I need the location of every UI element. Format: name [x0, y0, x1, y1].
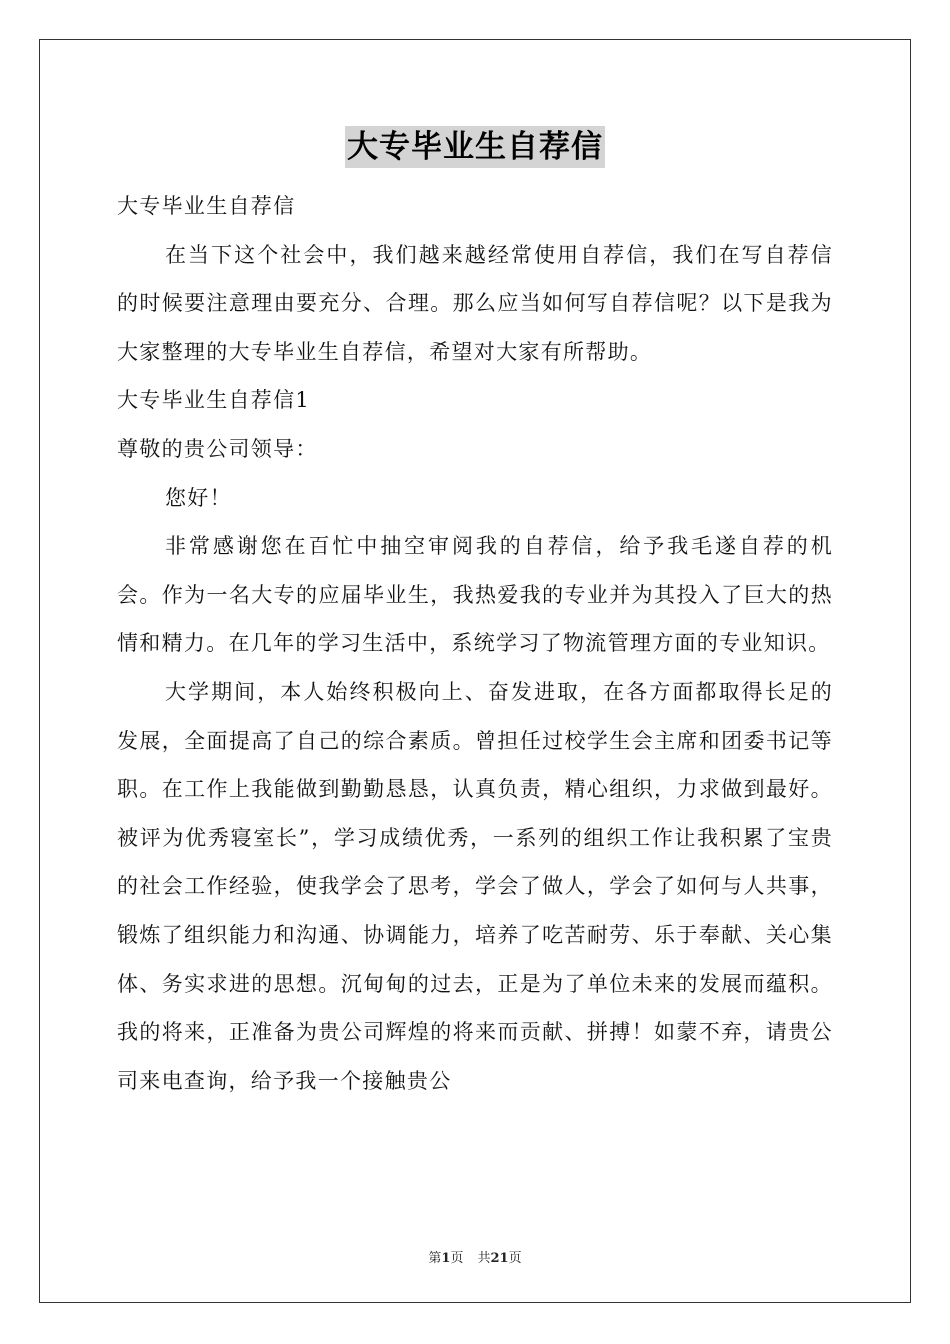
- document-title: 大专毕业生自荐信: [345, 126, 605, 168]
- subtitle-paragraph: 大专毕业生自荐信: [117, 194, 296, 218]
- page-number: 1: [441, 1251, 451, 1266]
- page-prefix: 第: [428, 1251, 442, 1266]
- title-wrapper: [0, 126, 950, 168]
- total-suffix: 页: [508, 1251, 522, 1266]
- document-body: [117, 182, 833, 1105]
- total-pages: 21: [490, 1251, 509, 1266]
- page-suffix: 页: [450, 1251, 464, 1266]
- section-heading: 大专毕业生自荐信1: [117, 388, 311, 413]
- salutation: 尊敬的贵公司领导：: [117, 436, 318, 461]
- page-footer: [0, 1247, 950, 1266]
- greeting: 您好！: [165, 485, 232, 510]
- body-paragraph: 非常感谢您在百忙中抽空审阅我的自荐信，给予我毛遂自荐的机会。作为一名大专的应届毕业生，我热爱我的专业并为其投入了巨大的热情和精力。在几年的学习生活中，系统学习了物流管理方面的专业知识。: [117, 534, 833, 656]
- intro-paragraph: 在当下这个社会中，我们越来越经常使用自荐信，我们在写自荐信的时候要注意理由要充分、合理。那么应当如何写自荐信呢？以下是我为大家整理的大专毕业生自荐信，希望对大家有所帮助。: [117, 242, 833, 364]
- total-prefix: 共: [477, 1251, 491, 1266]
- body-paragraph: 大学期间，本人始终积极向上、奋发进取，在各方面都取得长足的发展，全面提高了自己的综合素质。曾担任过校学生会主席和团委书记等职。在工作上我能做到勤勤恳恳，认真负责，精心组织，力求做到最好。被评为优秀寝室长”，学习成绩优秀，一系列的组织工作让我积累了宝贵的社会工作经验，使我学会了思考，学会了做人，学会了如何与人共事，锻炼了组织能力和沟通、协调能力，培养了吃苦耐劳、乐于奉献、关心集体、务实求进的思想。沉甸甸的过去，正是为了单位未来的发展而蕴积。我的将来，正准备为贵公司辉煌的将来而贡献、拼搏！如蒙不弃，请贵公司来电查询，给予我一个接触贵公: [117, 679, 833, 1093]
